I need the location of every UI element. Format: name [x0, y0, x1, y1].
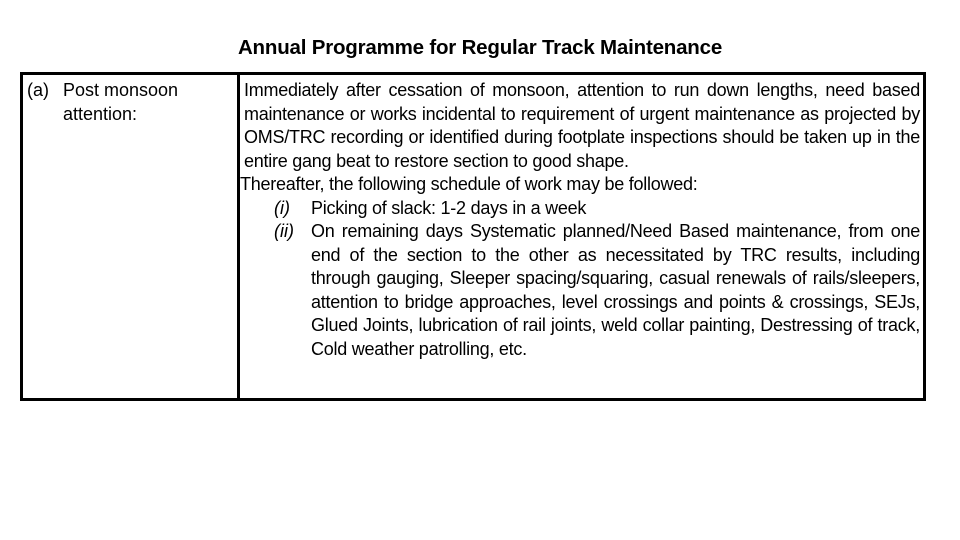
- row-label-line2: attention:: [63, 103, 138, 124]
- list-item-text: On remaining days Systematic planned/Need Based maintenance, from one end of the section to the other as necessitated by TRC results, including through gauging, Sleeper spacing/squaring, casual renewals of rails/sleepers, attention to bridge approaches, level crossings and points & crossings, SEJs, Glued Joints, lubrication of rail joints, weld collar painting, Destressing of track, Cold weather patrolling, etc.: [311, 221, 920, 359]
- list-item-text: Picking of slack: 1-2 days in a week: [311, 197, 587, 218]
- row-label-text: Post monsoon: [63, 80, 179, 100]
- row-label-line1: [27, 79, 232, 103]
- row-label-cell: [27, 79, 232, 126]
- maintenance-table: [20, 72, 926, 401]
- row-label-prefix: (a): [27, 80, 49, 100]
- column-divider: [237, 75, 240, 398]
- list-item-number: (ii): [274, 221, 294, 241]
- page-title: Annual Programme for Regular Track Maintenance: [237, 36, 723, 59]
- intro-paragraph: Immediately after cessation of monsoon, attention to run down lengths, need based maintenance or works incidental to requirement of urgent maintenance as projected by OMS/TRC recording or identified during footplate inspections should be taken up in the entire gang beat to restore section to good shape.: [244, 80, 920, 171]
- schedule-intro: Thereafter, the following schedule of work may be followed:: [240, 174, 698, 194]
- row-content-cell: [240, 79, 920, 361]
- list-item: [274, 220, 920, 361]
- list-item-number: (i): [274, 197, 290, 218]
- list-item: [274, 197, 920, 221]
